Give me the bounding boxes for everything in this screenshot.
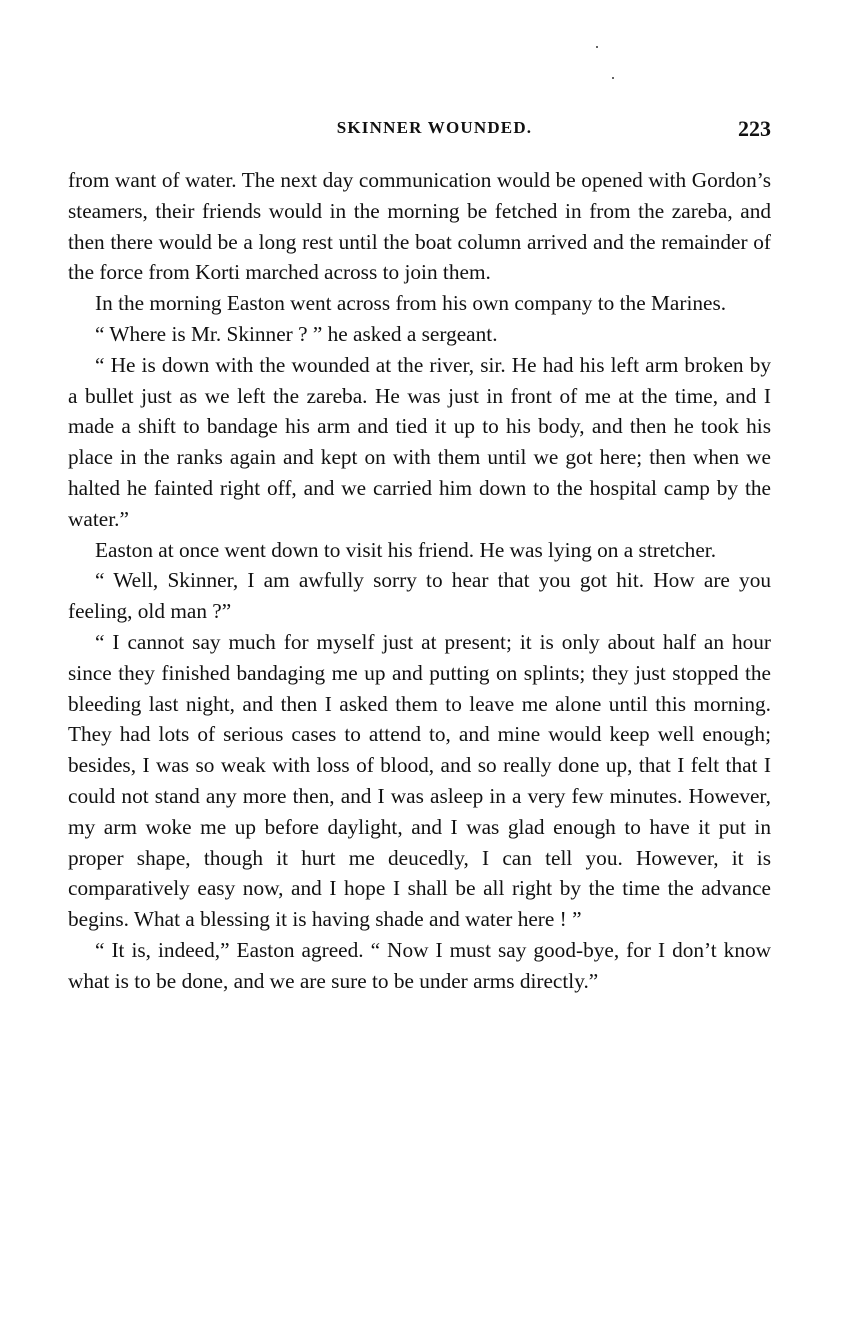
paragraph: “ Well, Skinner, I am awfully sorry to hear that you got hit. How are you feeling, old man ?” [68, 568, 771, 624]
print-speck [596, 46, 598, 48]
paragraph: Easton at once went down to visit his friend. He was lying on a stretcher. [95, 537, 717, 562]
paragraph: “ He is down with the wounded at the river, sir. He had his left arm broken by a bullet just as we left the zareba. He was just in front of me at the time, and I made a shift to bandage his arm and tied it up to his body, and then he took his place in the ranks again and kept on with them until we got here; then when we halted he fainted right off, and we carried him down to the hospital camp by the water.” [68, 352, 771, 531]
paragraph: “ It is, indeed,” Easton agreed. “ Now I must say good-bye, for I don’t know what is to be done, and we are sure to be under arms directly.” [68, 937, 771, 993]
page-header [68, 118, 771, 146]
paragraph: “ I cannot say much for myself just at present; it is only about half an hour since they finished bandaging me up and putting on splints; they just stopped the bleeding last night, and then I asked them to leave me alone until this morning. They had lots of serious cases to attend to, and mine would keep well enough; besides, I was so weak with loss of blood, and so really done up, that I felt that I could not stand any more then, and I was asleep in a very few minutes. However, my arm woke me up before daylight, and I was glad enough to have it put in proper shape, though it hurt me deucedly, I can tell you. However, it is comparatively easy now, and I hope I shall be all right by the time the advance begins. What a blessing it is having shade and water here ! ” [68, 629, 771, 932]
print-speck [612, 77, 614, 79]
paragraph: “ Where is Mr. Skinner ? ” he asked a sergeant. [95, 321, 498, 346]
paragraph: from want of water. The next day communication would be opened with Gordon’s steamers, their friends would in the morning be fetched in from the zareba, and then there would be a long rest until the boat column arrived and the remainder of the force from Korti marched across to join them. [68, 168, 771, 285]
paragraph: In the morning Easton went across from his own company to the Marines. [95, 291, 727, 316]
body-text [68, 165, 771, 997]
page-number: 223 [738, 116, 771, 141]
running-head: SKINNER WOUNDED. [336, 118, 533, 137]
